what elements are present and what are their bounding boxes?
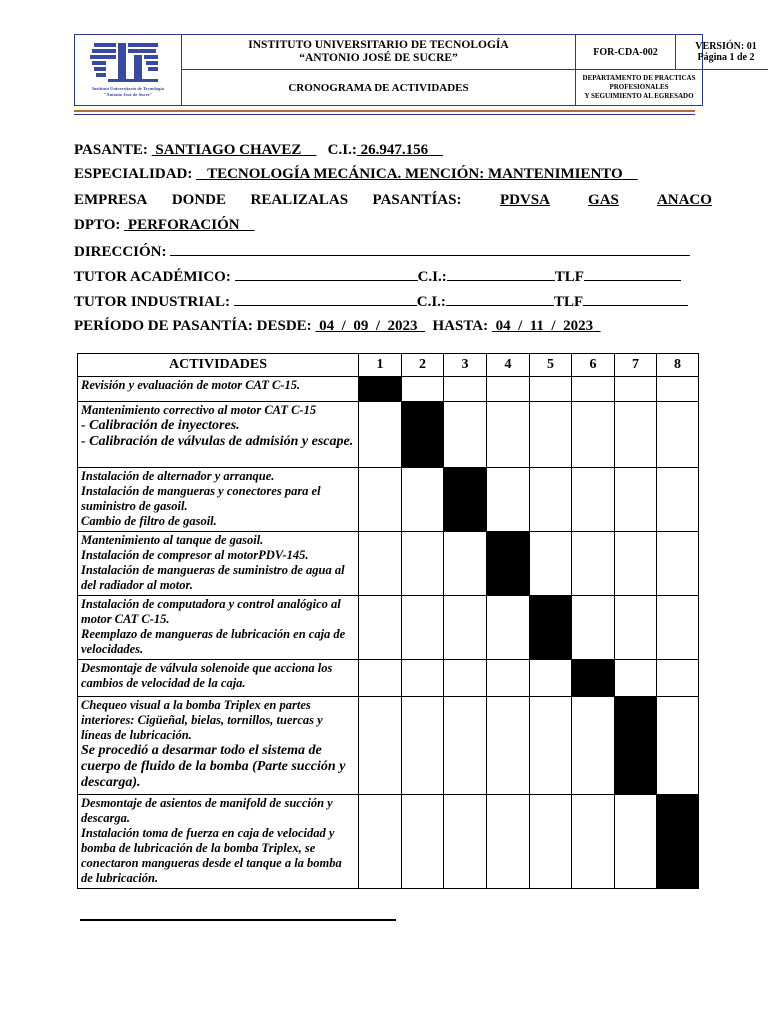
week-cell	[572, 697, 615, 795]
document-header	[74, 34, 757, 106]
institute-name-line2: “ANTONIO JOSÉ DE SUCRE”	[299, 52, 458, 64]
week-cell	[359, 697, 402, 795]
activity-description	[78, 660, 359, 697]
activity-line: Desmontaje de válvula solenoide que acciona los cambios de velocidad de la caja.	[81, 661, 333, 690]
activity-description	[78, 697, 359, 795]
direccion-field[interactable]	[170, 242, 690, 256]
week-cell	[487, 697, 530, 795]
periodo-line	[74, 318, 601, 335]
week-cell	[657, 377, 699, 402]
tutor-industrial-tlf-field[interactable]	[583, 292, 688, 306]
week-cell	[657, 468, 699, 532]
week-cell	[615, 468, 657, 532]
empresa-word-4: PASANTÍAS:	[372, 192, 462, 208]
week-cell	[572, 468, 615, 532]
activity-description	[78, 532, 359, 596]
header-rule-blue	[74, 114, 695, 115]
tutor-industrial-ci-field[interactable]	[446, 292, 554, 306]
tutor-academico-label: TUTOR ACADÉMICO:	[74, 269, 231, 285]
activity-line: Instalación de computadora y control analógico al motor CAT C-15.	[81, 597, 341, 626]
week-cell	[359, 596, 402, 660]
week-cell-scheduled	[487, 532, 530, 596]
table-body	[78, 377, 699, 889]
week-cell	[359, 795, 402, 889]
activity-line: Se procedió a desarmar todo el sistema de cuerpo de fluido de la bomba (Parte succión y descarga).	[81, 743, 346, 790]
empresa-word-1: EMPRESA	[74, 192, 148, 208]
week-cell	[444, 596, 487, 660]
week-cell	[402, 596, 444, 660]
week-cell	[402, 377, 444, 402]
tutor-academico-field[interactable]	[235, 267, 418, 281]
table-row	[78, 596, 699, 660]
table-row	[78, 660, 699, 697]
especialidad-line	[74, 166, 638, 183]
week-cell	[657, 697, 699, 795]
week-cell	[444, 697, 487, 795]
direccion-line	[74, 242, 690, 261]
week-cell	[572, 532, 615, 596]
header-rule-orange	[74, 110, 695, 112]
week-cell	[615, 660, 657, 697]
week-header-3: 3	[444, 354, 487, 377]
empresa-value-word-3: ANACO	[656, 192, 712, 208]
tutor-academico-tlf-label: TLF	[554, 269, 584, 285]
empresa-value	[486, 192, 714, 209]
tutor-industrial-label: TUTOR INDUSTRIAL:	[74, 294, 231, 310]
logo-caption-1: Instituto Universitario de Tecnología	[92, 86, 164, 91]
activities-header: ACTIVIDADES	[78, 354, 359, 377]
activity-line: Instalación toma de fuerza en caja de velocidad y bomba de lubricación de la bomba Triplex, se conectaron mangueras desde el tanque a la bomba de lubricación.	[81, 826, 342, 885]
activity-line: Mantenimiento correctivo al motor CAT C-15	[81, 403, 317, 417]
activity-line: Chequeo visual a la bomba Triplex en partes interiores: Cigüeñal, bielas, tornillos, tuercas y líneas de lubricación.	[81, 698, 323, 742]
activity-schedule-table	[77, 353, 699, 889]
institute-logo	[75, 35, 182, 105]
week-cell	[444, 795, 487, 889]
table-row	[78, 377, 699, 402]
week-cell	[530, 468, 572, 532]
empresa-word-3: REALIZALAS	[250, 192, 349, 208]
direccion-label: DIRECCIÓN:	[74, 244, 167, 260]
week-cell	[615, 377, 657, 402]
dpto-label: DPTO:	[74, 217, 121, 233]
week-cell	[359, 660, 402, 697]
week-cell	[402, 795, 444, 889]
activity-line: Desmontaje de asientos de manifold de succión y descarga.	[81, 796, 333, 825]
week-cell	[530, 532, 572, 596]
activity-line: Instalación de mangueras y conectores para el suministro de gasoil.	[81, 484, 321, 513]
week-cell	[487, 596, 530, 660]
week-cell-scheduled	[359, 377, 402, 402]
activity-description	[78, 795, 359, 889]
week-cell	[615, 532, 657, 596]
week-cell	[530, 377, 572, 402]
dpto-value: PERFORACIÓN	[127, 217, 240, 233]
week-cell	[359, 532, 402, 596]
activity-description	[78, 596, 359, 660]
week-cell	[359, 468, 402, 532]
tutor-industrial-tlf-label: TLF	[553, 294, 584, 310]
table-row	[78, 697, 699, 795]
week-cell	[444, 660, 487, 697]
week-cell	[487, 402, 530, 468]
week-cell	[530, 795, 572, 889]
week-cell	[487, 660, 530, 697]
week-cell	[402, 532, 444, 596]
week-cell	[657, 402, 699, 468]
table-header-row	[78, 354, 699, 377]
empresa-value-word-1: PDVSA	[499, 192, 550, 208]
tutor-industrial-ci-label: C.I.:	[416, 294, 446, 310]
activity-line: Reemplazo de mangueras de lubricación en caja de velocidades.	[81, 627, 346, 656]
table-row	[78, 795, 699, 889]
week-header-6: 6	[572, 354, 615, 377]
especialidad-value: TECNOLOGÍA MECÁNICA. MENCIÓN: MANTENIMIENTO	[207, 166, 623, 182]
week-cell	[402, 697, 444, 795]
activity-line: Revisión y evaluación de motor CAT C-15.	[81, 378, 301, 392]
institute-name	[182, 35, 576, 70]
ci-value: 26.947.156	[360, 142, 429, 158]
week-cell-scheduled	[572, 660, 615, 697]
week-cell-scheduled	[615, 697, 657, 795]
week-cell	[444, 402, 487, 468]
table-row	[78, 402, 699, 468]
week-cell	[402, 660, 444, 697]
week-cell	[572, 377, 615, 402]
page-number: Página 1 de 2	[697, 52, 755, 63]
empresa-value-word-2: GAS	[588, 192, 619, 208]
ci-label: C.I.:	[327, 142, 357, 158]
week-cell	[402, 468, 444, 532]
pasante-value: SANTIAGO CHAVEZ	[155, 142, 302, 158]
week-cell-scheduled	[444, 468, 487, 532]
week-cell-scheduled	[530, 596, 572, 660]
tutor-academico-ci-label: C.I.:	[417, 269, 447, 285]
week-cell	[487, 377, 530, 402]
week-cell	[530, 660, 572, 697]
pasante-line	[74, 142, 443, 159]
department-name	[576, 70, 702, 105]
activity-line: Cambio de filtro de gasoil.	[81, 514, 217, 528]
table-row	[78, 468, 699, 532]
logo-caption-2: "Antonio José de Sucre"	[103, 92, 153, 97]
week-cell	[444, 532, 487, 596]
week-header-2: 2	[402, 354, 444, 377]
dpto-line	[74, 217, 255, 234]
week-cell	[530, 402, 572, 468]
week-cell	[444, 377, 487, 402]
week-cell	[657, 660, 699, 697]
department-line1: DEPARTAMENTO DE PRACTICAS PROFESIONALES	[582, 74, 696, 91]
week-cell-scheduled	[657, 795, 699, 889]
tutor-industrial-line	[74, 292, 688, 311]
version-label: VERSIÓN: 01	[695, 41, 757, 52]
version-info	[676, 35, 768, 70]
week-cell	[615, 596, 657, 660]
institute-name-line1: INSTITUTO UNIVERSITARIO DE TECNOLOGÍA	[248, 39, 509, 51]
empresa-word-2: DONDE	[171, 192, 227, 208]
activity-description	[78, 402, 359, 468]
week-header-1: 1	[359, 354, 402, 377]
week-cell	[359, 402, 402, 468]
pasante-label: PASANTE:	[74, 142, 148, 158]
week-header-8: 8	[657, 354, 699, 377]
signature-line	[80, 919, 396, 921]
tutor-industrial-field[interactable]	[234, 292, 417, 306]
empresa-line	[74, 192, 714, 209]
week-header-7: 7	[615, 354, 657, 377]
activity-line: Instalación de alternador y arranque.	[81, 469, 275, 483]
week-cell	[657, 596, 699, 660]
hasta-value: 04 / 11 / 2023	[495, 318, 594, 334]
especialidad-label: ESPECIALIDAD:	[74, 166, 193, 182]
activity-line: Instalación de mangueras de suministro de agua al del radiador al motor.	[81, 563, 345, 592]
week-cell	[487, 468, 530, 532]
hasta-label: HASTA:	[432, 318, 489, 334]
periodo-label: PERÍODO DE PASANTÍA: DESDE:	[74, 318, 312, 334]
desde-value: 04 / 09 / 2023	[319, 318, 418, 334]
week-cell	[572, 402, 615, 468]
activity-description	[78, 468, 359, 532]
activity-line: Mantenimiento al tanque de gasoil.	[81, 533, 264, 547]
form-code: FOR-CDA-002	[576, 35, 676, 70]
week-cell	[530, 697, 572, 795]
activity-line: - Calibración de inyectores.	[81, 418, 240, 433]
week-cell	[487, 795, 530, 889]
week-cell	[572, 795, 615, 889]
week-cell	[572, 596, 615, 660]
document-title: CRONOGRAMA DE ACTIVIDADES	[182, 70, 576, 105]
week-cell	[615, 795, 657, 889]
week-cell-scheduled	[402, 402, 444, 468]
table-row	[78, 532, 699, 596]
week-cell	[657, 532, 699, 596]
activity-description	[78, 377, 359, 402]
activity-line: Instalación de compresor al motorPDV-145.	[81, 548, 309, 562]
week-cell	[615, 402, 657, 468]
tutor-academico-ci-field[interactable]	[447, 267, 555, 281]
iut-logo-icon	[82, 38, 174, 102]
week-header-5: 5	[530, 354, 572, 377]
week-header-4: 4	[487, 354, 530, 377]
activity-line: - Calibración de válvulas de admisión y escape.	[81, 434, 354, 449]
department-line2: Y SEGUIMIENTO AL EGRESADO	[584, 92, 694, 100]
tutor-academico-line	[74, 267, 681, 286]
tutor-academico-tlf-field[interactable]	[584, 267, 681, 281]
